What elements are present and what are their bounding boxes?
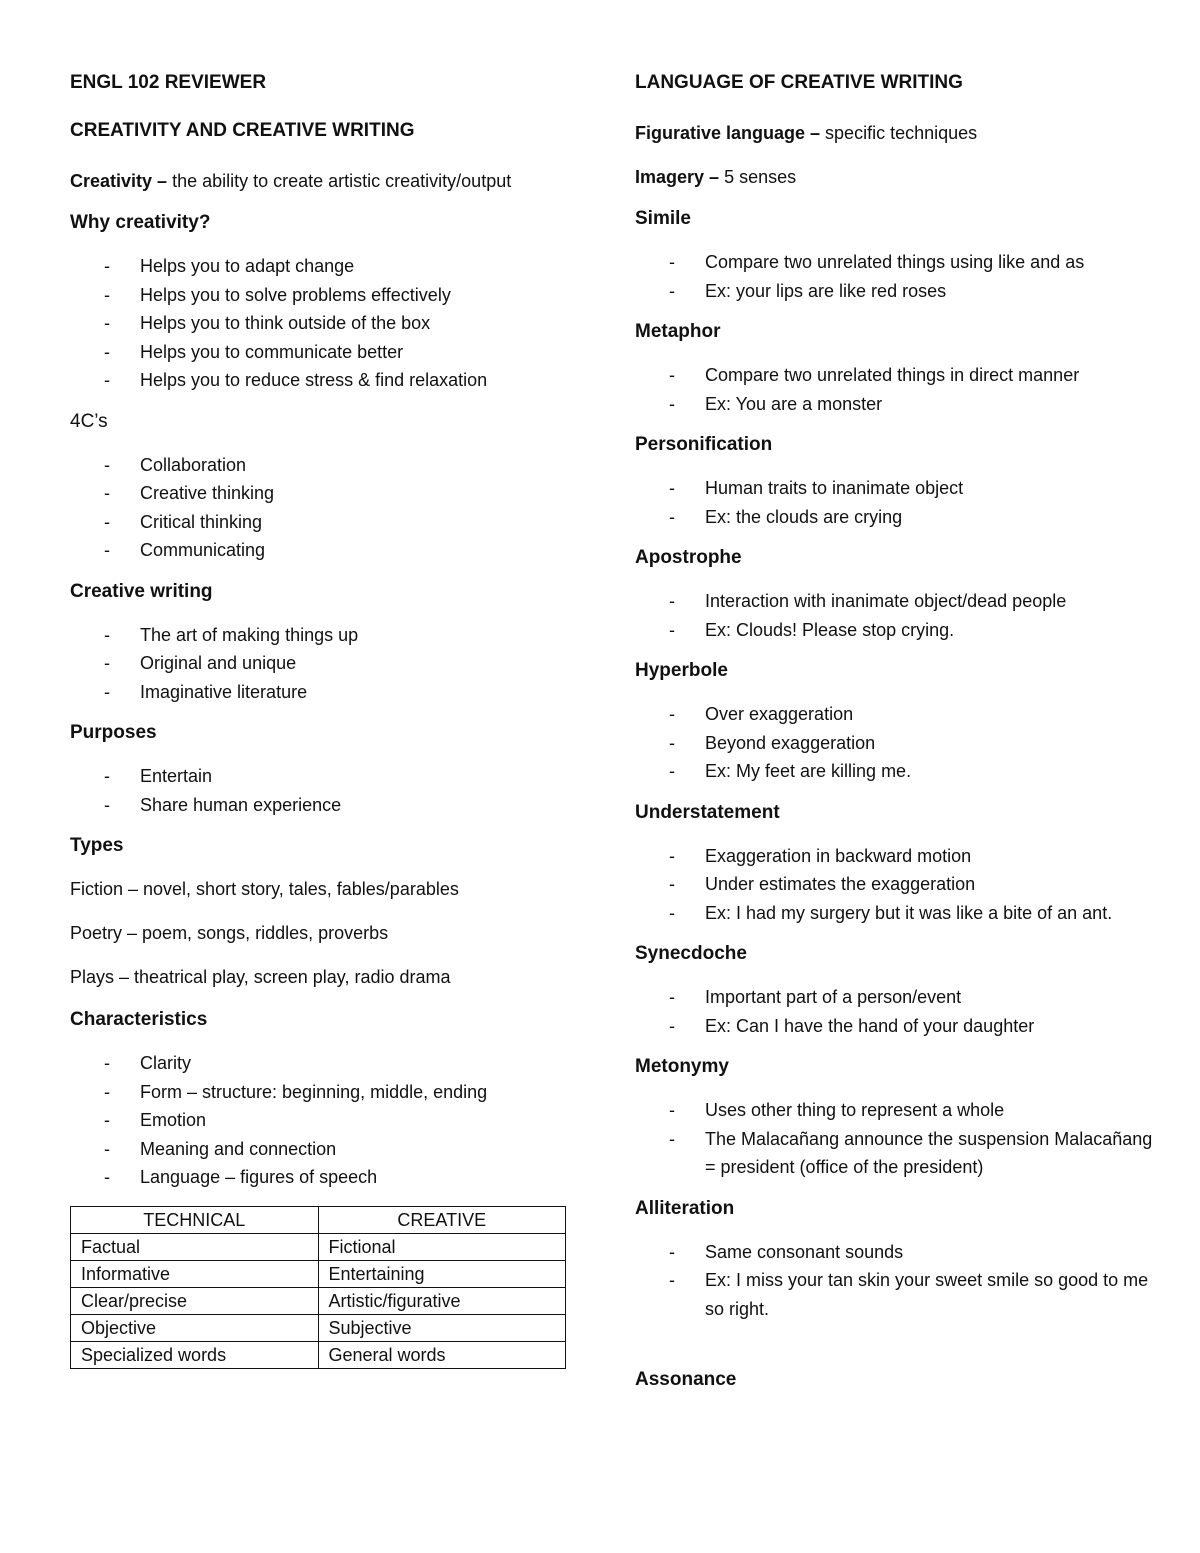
heading-purposes: Purposes — [70, 722, 157, 743]
term-label: Imagery – — [635, 167, 725, 187]
table-cell: General words — [318, 1341, 566, 1368]
heading-assonance: Assonance — [635, 1369, 737, 1390]
table-cell: Fictional — [318, 1233, 566, 1260]
list-item: - Helps you to reduce stress & find relaxation — [70, 366, 570, 395]
list-why-creativity — [70, 252, 570, 395]
list-alliteration — [635, 1238, 1155, 1324]
list-item: - Imaginative literature — [70, 678, 570, 707]
list-item: - Share human experience — [70, 791, 570, 820]
list-metonymy — [635, 1096, 1155, 1182]
list-simile — [635, 248, 1155, 305]
list-item: - Under estimates the exaggeration — [635, 870, 1155, 899]
heading-metaphor: Metaphor — [635, 321, 721, 342]
list-metaphor — [635, 361, 1155, 418]
list-creative-writing — [70, 621, 570, 707]
table-row — [71, 1233, 566, 1260]
list-item: - Interaction with inanimate object/dead people — [635, 587, 1155, 616]
list-characteristics — [70, 1049, 570, 1192]
list-item: - Exaggeration in backward motion — [635, 842, 1155, 871]
list-item: - Same consonant sounds — [635, 1238, 1155, 1267]
list-item: - Ex: You are a monster — [635, 390, 1155, 419]
heading-types: Types — [70, 835, 124, 856]
heading-creative-writing: Creative writing — [70, 580, 213, 602]
list-item: - Over exaggeration — [635, 700, 1155, 729]
table-row — [71, 1287, 566, 1314]
table-row — [71, 1260, 566, 1287]
section-title-creativity: CREATIVITY AND CREATIVE WRITING — [70, 120, 415, 141]
list-item: - Important part of a person/event — [635, 983, 1155, 1012]
list-hyperbole — [635, 700, 1155, 786]
list-synecdoche — [635, 983, 1155, 1040]
heading-characteristics: Characteristics — [70, 1009, 208, 1030]
document-title: ENGL 102 REVIEWER — [70, 72, 267, 93]
list-item: - Entertain — [70, 762, 570, 791]
right-column — [635, 70, 1155, 1409]
list-item: - The Malacañang announce the suspension Malacañang = president (office of the president) — [635, 1125, 1155, 1182]
term-text: the ability to create artistic creativity/output — [172, 171, 512, 191]
table-cell: Objective — [71, 1314, 319, 1341]
list-item: - Language – figures of speech — [70, 1163, 570, 1192]
type-plays: Plays – theatrical play, screen play, radio drama — [70, 967, 451, 987]
list-item: - Helps you to think outside of the box — [70, 309, 570, 338]
list-purposes — [70, 762, 570, 819]
list-item: - Compare two unrelated things in direct manner — [635, 361, 1155, 390]
list-4cs — [70, 451, 570, 565]
list-item: - Ex: I had my surgery but it was like a bite of an ant. — [635, 899, 1155, 928]
technical-vs-creative-table — [70, 1206, 566, 1369]
heading-personification: Personification — [635, 434, 773, 455]
list-item: - Uses other thing to represent a whole — [635, 1096, 1155, 1125]
table-row — [71, 1341, 566, 1368]
header-technical: TECHNICAL — [71, 1206, 319, 1233]
heading-apostrophe: Apostrophe — [635, 547, 742, 568]
list-item: - Ex: the clouds are crying — [635, 503, 1155, 532]
section-title-language: LANGUAGE OF CREATIVE WRITING — [635, 72, 963, 93]
term-label: Figurative language – — [635, 123, 826, 143]
list-item: - Ex: Can I have the hand of your daughter — [635, 1012, 1155, 1041]
term-text: specific techniques — [825, 123, 978, 143]
list-item: - The art of making things up — [70, 621, 570, 650]
heading-synecdoche: Synecdoche — [635, 943, 747, 964]
list-item: - Creative thinking — [70, 479, 570, 508]
left-column — [70, 70, 570, 1369]
list-item: - Ex: I miss your tan skin your sweet smile so good to me so right. — [635, 1266, 1155, 1323]
list-item: - Ex: Clouds! Please stop crying. — [635, 616, 1155, 645]
list-item: - Human traits to inanimate object — [635, 474, 1155, 503]
table-cell: Artistic/figurative — [318, 1287, 566, 1314]
list-item: - Helps you to communicate better — [70, 338, 570, 367]
list-item: - Meaning and connection — [70, 1135, 570, 1164]
list-apostrophe — [635, 587, 1155, 644]
heading-why-creativity: Why creativity? — [70, 212, 211, 233]
header-creative: CREATIVE — [318, 1206, 566, 1233]
list-item: - Critical thinking — [70, 508, 570, 537]
heading-4cs: 4C’s — [70, 410, 108, 432]
heading-hyperbole: Hyperbole — [635, 660, 728, 681]
list-item: - Ex: your lips are like red roses — [635, 277, 1155, 306]
heading-metonymy: Metonymy — [635, 1056, 729, 1077]
list-item: - Helps you to adapt change — [70, 252, 570, 281]
table-row — [71, 1314, 566, 1341]
blank-line — [635, 1337, 1155, 1367]
table-cell: Informative — [71, 1260, 319, 1287]
creativity-definition — [70, 166, 570, 196]
figurative-definition — [635, 118, 1155, 148]
list-item: - Clarity — [70, 1049, 570, 1078]
table-cell: Clear/precise — [71, 1287, 319, 1314]
heading-understatement: Understatement — [635, 801, 780, 823]
term-text: 5 senses — [724, 167, 797, 187]
type-fiction: Fiction – novel, short story, tales, fables/parables — [70, 879, 459, 899]
list-item: - Compare two unrelated things using like and as — [635, 248, 1155, 277]
imagery-definition — [635, 162, 1155, 192]
type-poetry: Poetry – poem, songs, riddles, proverbs — [70, 923, 389, 943]
list-item: - Emotion — [70, 1106, 570, 1135]
list-understatement — [635, 842, 1155, 928]
list-item: - Helps you to solve problems effectively — [70, 281, 570, 310]
list-item: - Ex: My feet are killing me. — [635, 757, 1155, 786]
table-cell: Entertaining — [318, 1260, 566, 1287]
list-item: - Original and unique — [70, 649, 570, 678]
table-cell: Factual — [71, 1233, 319, 1260]
list-item: - Communicating — [70, 536, 570, 565]
table-cell: Specialized words — [71, 1341, 319, 1368]
list-item: - Collaboration — [70, 451, 570, 480]
list-item: - Form – structure: beginning, middle, ending — [70, 1078, 570, 1107]
list-personification — [635, 474, 1155, 531]
table-header-row — [71, 1206, 566, 1233]
heading-alliteration: Alliteration — [635, 1197, 735, 1219]
list-item: - Beyond exaggeration — [635, 729, 1155, 758]
term-label: Creativity – — [70, 171, 173, 191]
heading-simile: Simile — [635, 208, 691, 229]
table-cell: Subjective — [318, 1314, 566, 1341]
